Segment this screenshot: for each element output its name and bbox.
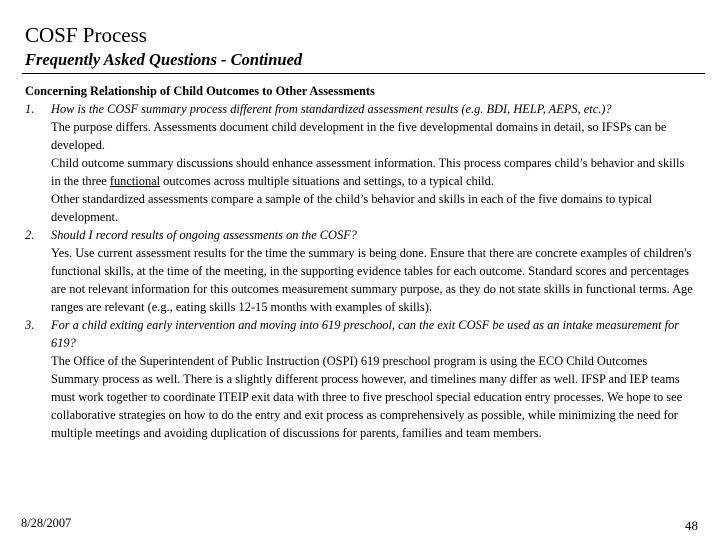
faq-answer (51, 352, 693, 442)
faq-number: 2. (25, 228, 35, 242)
faq-number: 3. (25, 318, 35, 332)
answer-paragraph: Yes. Use current assessment results for the time the summary is being done. Ensure that there are concrete examples of children's functional skills, at the time of the meeting, in the supporting evidence tables for each outcome. Standard scores and percentages are not relevant information for this outcomes measurement summary purpose, as they do not state skills in functional terms. Age ranges are relevant (e.g., eating skills 12-15 months with examples of skills). (51, 246, 693, 314)
emphasized-term: functional (109, 174, 161, 188)
faq-item-1 (25, 100, 693, 226)
faq-answer (51, 244, 693, 316)
faq-question: Should I record results of ongoing assessments on the COSF? (51, 228, 357, 242)
answer-paragraph (51, 154, 693, 190)
slide-title: COSF Process (25, 23, 147, 47)
footer-date: 8/28/2007 (21, 516, 72, 530)
answer-paragraph: Other standardized assessments compare a sample of the child’s behavior and skills in each of the five domains to typical development. (51, 192, 653, 224)
section-heading: Concerning Relationship of Child Outcomes to Other Assessments (25, 84, 375, 98)
faq-answer (51, 118, 693, 226)
title-divider (22, 73, 705, 74)
slide-subtitle: Frequently Asked Questions - Continued (25, 50, 303, 69)
answer-paragraph: The Office of the Superintendent of Public Instruction (OSPI) 619 preschool program is using the ECO Child Outcomes Summary process as well. There is a slightly different process however, and timelines many differ as well. IFSP and IEP teams must work together to coordinate ITEIP exit data with three to five preschool special education entry processes. We hope to see collaborative strategies on how to do the entry and exit process as comprehensively as possible, while minimizing the need for multiple meetings and avoiding duplication of discussions for parents, families and team members. (51, 354, 683, 440)
answer-text: Child outcome summary discussions should enhance assessment information. This process compares child’s behavior and skills in the three (51, 156, 685, 188)
page-number: 48 (685, 518, 698, 533)
faq-question: For a child exiting early intervention and moving into 619 preschool, can the exit COSF be used as an intake measurement for 619? (51, 318, 680, 350)
faq-question: How is the COSF summary process different from standardized assessment results (e.g. BDI, HELP, AEPS, etc.)? (51, 102, 612, 116)
answer-text: outcomes across multiple situations and settings, to a typical child. (160, 174, 494, 188)
faq-item-3 (25, 316, 693, 442)
faq-item-2 (25, 226, 693, 316)
slide-body (25, 82, 693, 442)
faq-number: 1. (25, 102, 35, 116)
answer-paragraph: The purpose differs. Assessments document child development in the five developmental domains in detail, so IFSPs can be developed. (51, 120, 667, 152)
